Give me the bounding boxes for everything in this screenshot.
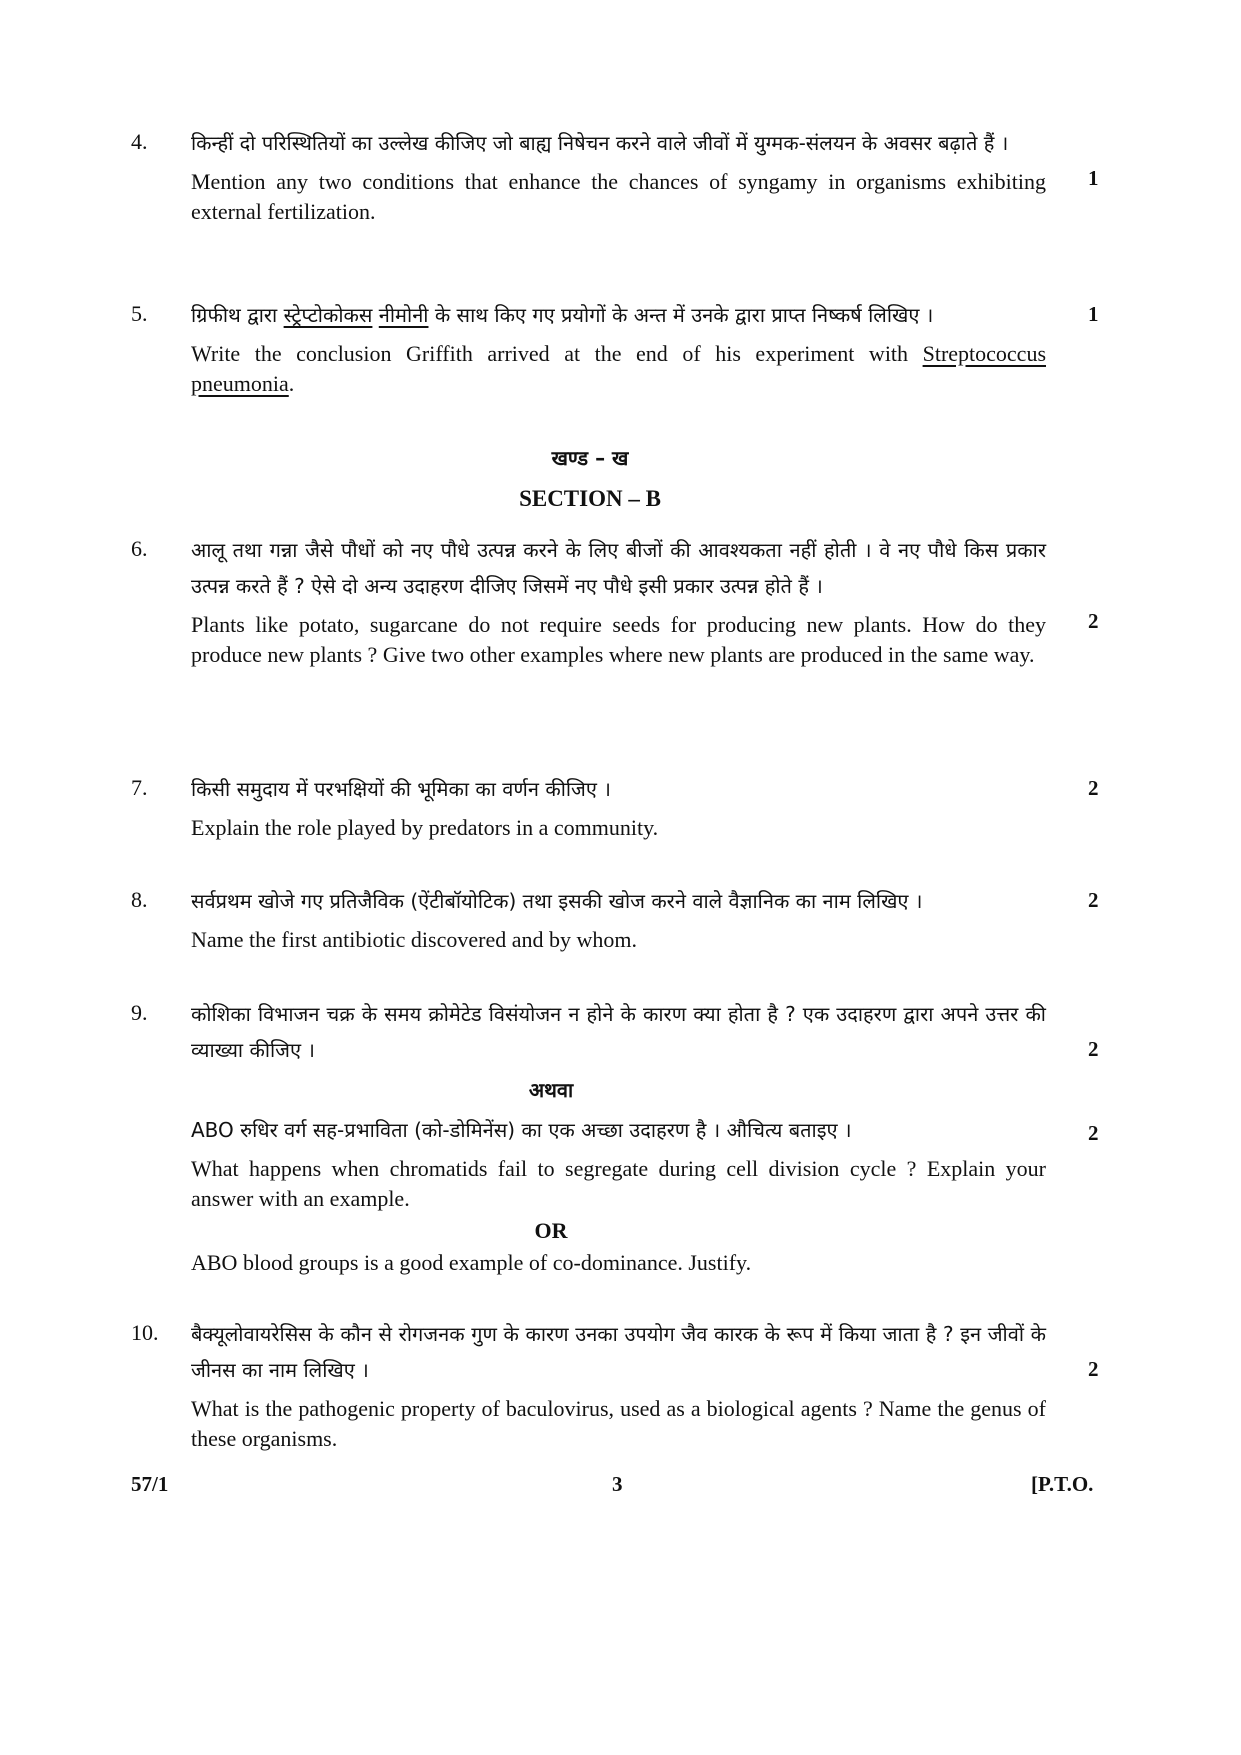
question-text-english: Mention any two conditions that enhance the chances of syngamy in organisms exhibiting external fertilization. [191, 169, 1046, 224]
underlined-term: Streptococcus [922, 341, 1046, 366]
question-number: 9. [131, 1000, 148, 1025]
question-text-hindi [191, 297, 1046, 333]
marks: 2 [1088, 609, 1099, 633]
question-text-english: Plants like potato, sugarcane do not require seeds for producing new plants. How do they produce new plants ? Give two other examples where new plants are produced in the same way. [191, 612, 1046, 667]
question-text-english: Explain the role played by predators in a community. [191, 815, 659, 840]
please-turn-over: [P.T.O. [1031, 1472, 1094, 1496]
question-body [191, 297, 1046, 399]
question-body [191, 996, 1046, 1278]
text-part: Write the conclusion Griffith arrived at the end of his experiment with [191, 341, 923, 366]
question-number: 4. [131, 129, 148, 154]
question-text-hindi: बैक्यूलोवायरेसिस के कौन से रोगजनक गुण के कारण उनका उपयोग जैव कारक के रूप में किया जाता है ? इन जीवों के जीनस का नाम लिखिए । [191, 1322, 1046, 1382]
text-part: ग्रिफीथ द्वारा [191, 303, 284, 327]
marks: 2 [1088, 888, 1099, 912]
question-text-hindi: कोशिका विभाजन चक्र के समय क्रोमेटेड विसंयोजन न होने के कारण क्या होता है ? एक उदाहरण द्वारा अपने उत्तर की व्याख्या कीजिए । [191, 1002, 1046, 1062]
question-body [191, 532, 1046, 670]
page-number: 3 [612, 1472, 623, 1496]
marks: 1 [1088, 166, 1099, 190]
question-body [191, 883, 1046, 955]
paper-code: 57/1 [131, 1472, 169, 1496]
marks: 2 [1088, 1037, 1099, 1061]
question-text-hindi: किन्हीं दो परिस्थितियों का उल्लेख कीजिए जो बाह्य निषेचन करने वाले जीवों में युग्मक-संलयन के अवसर बढ़ाते हैं । [191, 131, 1009, 155]
question-number: 7. [131, 775, 148, 800]
question-number: 5. [131, 301, 148, 326]
question-text-english: Name the first antibiotic discovered and by whom. [191, 927, 637, 952]
or-divider-hindi: अथवा [528, 1078, 574, 1102]
question-body [191, 1316, 1046, 1454]
alternative-question-hindi [191, 1112, 1046, 1148]
question-text-hindi: आलू तथा गन्ना जैसे पौधों को नए पौधे उत्पन्न करने के लिए बीजों की आवश्यकता नहीं होती । वे नए पौधे किस प्रकार उत्पन्न करते हैं ? ऐसे दो अन्य उदाहरण दीजिए जिसमें नए पौधे इसी प्रकार उत्पन्न होते हैं । [191, 538, 1046, 598]
section-heading-hindi: खण्ड – ख [551, 446, 629, 470]
or-divider-english: OR [534, 1218, 568, 1243]
alternative-question-english: ABO blood groups is a good example of co-dominance. Justify. [191, 1250, 752, 1275]
question-text-english: What happens when chromatids fail to segregate during cell division cycle ? Explain your answer with an example. [191, 1156, 1046, 1211]
text-part: के साथ किए गए प्रयोगों के अन्त में उनके द्वारा प्राप्त निष्कर्ष लिखिए । [428, 303, 934, 327]
text-part: . [288, 371, 295, 396]
question-text-english [191, 339, 1046, 399]
section-heading-english: SECTION – B [519, 486, 661, 511]
marks: 2 [1088, 1357, 1099, 1381]
underlined-term: स्ट्रेप्टोकोकस [283, 303, 373, 327]
question-text-hindi: किसी समुदाय में परभक्षियों की भूमिका का वर्णन कीजिए । [191, 777, 611, 801]
question-number: 10. [131, 1320, 159, 1345]
alternative-marks: 2 [1088, 1121, 1099, 1145]
question-text-hindi: सर्वप्रथम खोजे गए प्रतिजैविक (ऐंटीबॉयोटिक) तथा इसकी खोज करने वाले वैज्ञानिक का नाम लिखिए । [191, 889, 923, 913]
question-body [191, 771, 1046, 843]
underlined-term: नीमोनी [378, 303, 429, 327]
marks: 2 [1088, 776, 1099, 800]
question-number: 8. [131, 887, 148, 912]
underlined-term: pneumonia [191, 371, 289, 396]
question-body [191, 125, 1046, 227]
question-text-english: What is the pathogenic property of baculovirus, used as a biological agents ? Name the genus of these organisms. [191, 1396, 1046, 1451]
text-part: ABO रुधिर वर्ग सह-प्रभाविता (को-डोमिनेंस) का एक अच्छा उदाहरण है । औचित्य बताइए । [191, 1118, 852, 1142]
question-number: 6. [131, 536, 148, 561]
marks: 1 [1088, 302, 1099, 326]
